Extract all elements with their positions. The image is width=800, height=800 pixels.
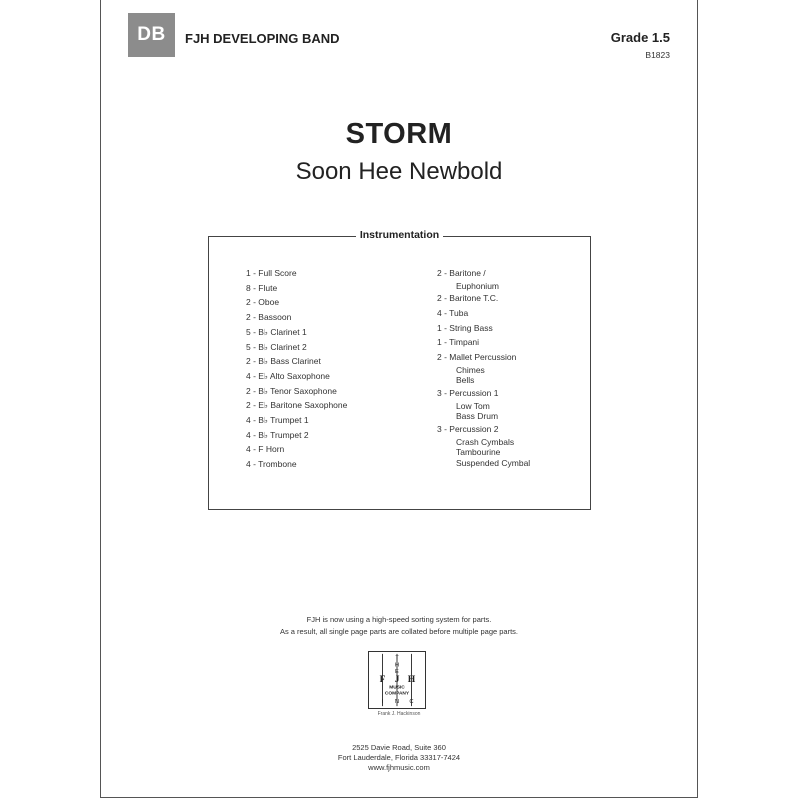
instrument-row: 4 - B♭ Trumpet 1 bbox=[246, 415, 309, 426]
instrument-sub-row: Chimes bbox=[456, 364, 485, 375]
instrument-row: 2 - Bassoon bbox=[246, 312, 292, 323]
logo-letter: J bbox=[394, 673, 400, 685]
sorting-note bbox=[101, 614, 697, 638]
instrument-row: 4 - Tuba bbox=[437, 308, 469, 318]
logo-word: MUSIC bbox=[389, 685, 405, 691]
instrument-row: 4 - F Horn bbox=[246, 444, 285, 455]
sorting-note-line-1: FJH is now using a high-speed sorting system for parts. bbox=[306, 615, 492, 624]
fjh-music-company-logo bbox=[368, 651, 426, 709]
instrument-row: 5 - B♭ Clarinet 2 bbox=[246, 341, 307, 352]
instrumentation-left-column bbox=[246, 266, 347, 472]
instrument-sub-row: Tambourine bbox=[456, 447, 501, 458]
composer-name: Soon Hee Newbold bbox=[295, 158, 503, 185]
instrument-sub-row: Bells bbox=[456, 375, 475, 386]
logo-letter: F bbox=[379, 673, 386, 685]
instrument-sub-row: Low Tom bbox=[456, 400, 490, 411]
logo-signature: Frank J. Hackinson bbox=[377, 711, 421, 717]
instrument-row: 1 - Timpani bbox=[437, 337, 480, 348]
logo-letter: C bbox=[409, 699, 414, 706]
instrument-row: 2 - Baritone T.C. bbox=[437, 293, 499, 304]
logo-letter: N bbox=[394, 699, 400, 706]
logo-letter: E bbox=[395, 669, 399, 676]
instrument-sub-row: Euphonium bbox=[456, 280, 500, 291]
logo-letter: I bbox=[381, 699, 384, 706]
instrument-row: 2 - B♭ Bass Clarinet bbox=[246, 356, 321, 367]
instrument-row: 2 - Mallet Percussion bbox=[437, 352, 517, 363]
logo-word: COMPANY bbox=[384, 691, 410, 697]
instrument-row: 3 - Percussion 2 bbox=[437, 423, 499, 434]
publisher-address bbox=[101, 743, 697, 773]
instrument-row: 4 - B♭ Trumpet 2 bbox=[246, 429, 309, 440]
instrument-row: 3 - Percussion 1 bbox=[437, 388, 499, 398]
instrument-row: 1 - Full Score bbox=[246, 268, 297, 278]
instrumentation-heading: Instrumentation bbox=[209, 229, 590, 241]
instrument-row: 2 - Oboe bbox=[246, 297, 280, 308]
series-name: FJH DEVELOPING BAND bbox=[185, 31, 340, 46]
developing-band-badge: DB bbox=[128, 13, 175, 57]
logo-letter: H bbox=[407, 673, 416, 685]
instrument-sub-row: Suspended Cymbal bbox=[456, 457, 531, 468]
address-line-1: 2525 Davie Road, Suite 360 bbox=[352, 743, 446, 752]
grade-label: Grade 1.5 bbox=[610, 30, 670, 45]
instrument-row: 2 - Baritone / bbox=[437, 268, 486, 278]
instrument-row: 2 - B♭ Tenor Saxophone bbox=[246, 385, 337, 396]
instrument-row: 2 - E♭ Baritone Saxophone bbox=[246, 400, 348, 411]
catalog-number: B1823 bbox=[645, 50, 670, 60]
instrument-row: 5 - B♭ Clarinet 1 bbox=[246, 326, 307, 337]
instrument-sub-row: Bass Drum bbox=[456, 411, 499, 422]
score-cover-page bbox=[100, 0, 698, 798]
instrumentation-right-column bbox=[437, 266, 530, 468]
instrument-row: 4 - E♭ Alto Saxophone bbox=[246, 370, 330, 381]
instrument-row: 8 - Flute bbox=[246, 282, 278, 293]
logo-letter: H bbox=[394, 662, 400, 669]
instrument-row: 4 - Trombone bbox=[246, 459, 297, 470]
sorting-note-line-2: As a result, all single page parts are collated before multiple page parts. bbox=[279, 627, 519, 636]
instrumentation-box bbox=[208, 229, 591, 510]
logo-letter: T bbox=[395, 655, 399, 662]
address-line-2: Fort Lauderdale, Florida 33317-7424 bbox=[337, 753, 461, 762]
website-link[interactable]: www.fjhmusic.com bbox=[368, 763, 430, 772]
piece-title: STORM bbox=[345, 118, 453, 150]
instrument-sub-row: Crash Cymbals bbox=[456, 436, 515, 447]
instrument-row: 1 - String Bass bbox=[437, 322, 493, 333]
